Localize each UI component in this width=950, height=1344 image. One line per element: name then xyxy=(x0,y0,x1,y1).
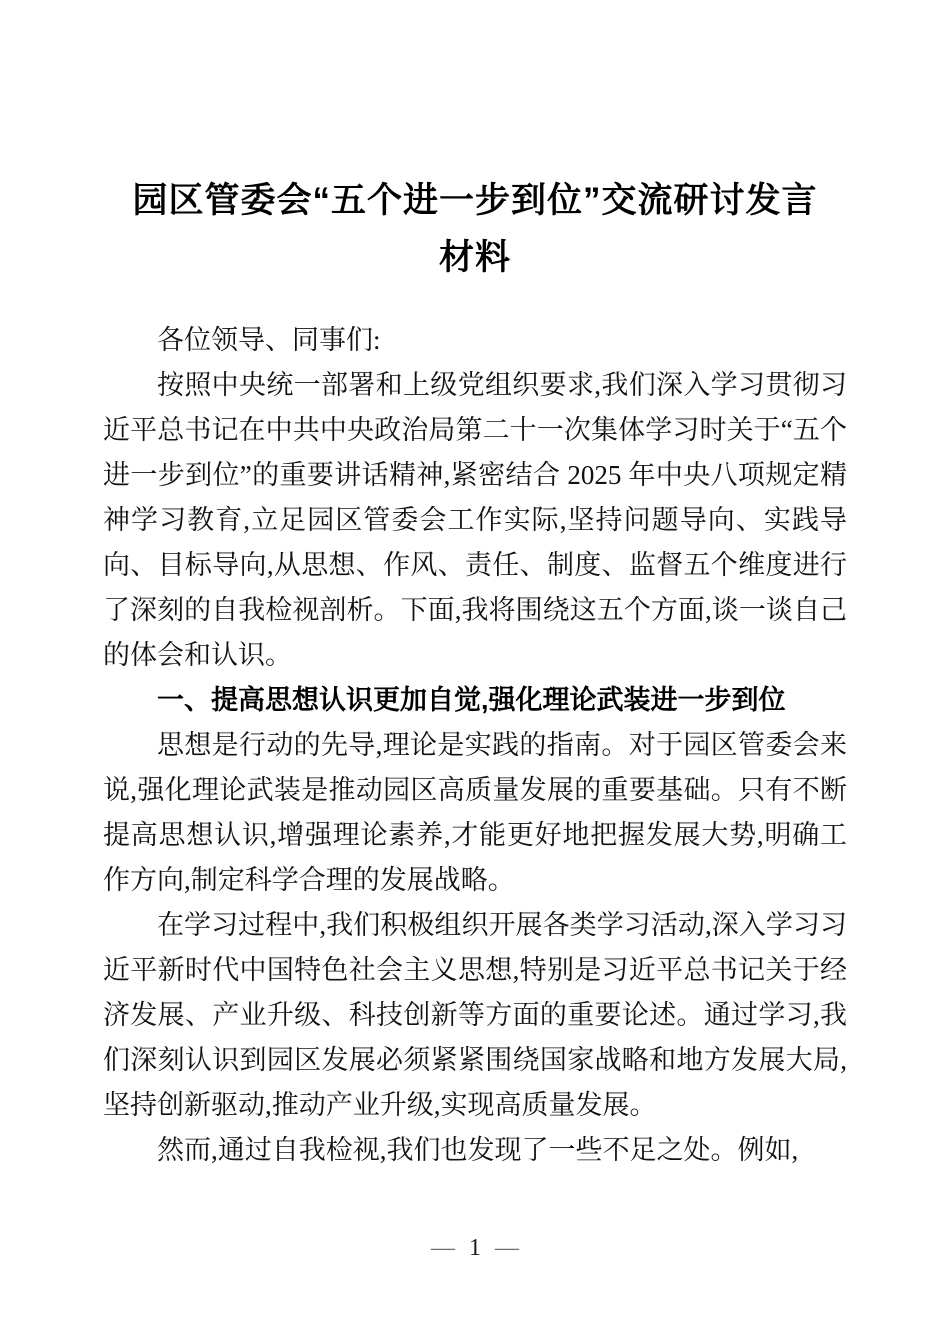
footer-dash-left: — xyxy=(431,1235,455,1261)
footer-dash-right: — xyxy=(495,1235,519,1261)
section-1-paragraph-2: 在学习过程中,我们积极组织开展各类学习活动,深入学习习近平新时代中国特色社会主义思想,特别是习近平总书记关于经济发展、产业升级、科技创新等方面的重要论述。通过学习,我们深刻认识到园区发展必须紧紧围绕国家战略和地方发展大局,坚持创新驱动,推动产业升级,实现高质量发展。 xyxy=(103,910,847,1120)
title-line-2: 材料 xyxy=(438,238,511,277)
section-1-paragraph-1: 思想是行动的先导,理论是实践的指南。对于园区管委会来说,强化理论武装是推动园区高质量发展的重要基础。只有不断提高思想认识,增强理论素养,才能更好地把握发展大势,明确工作方向,制定科学合理的发展战略。 xyxy=(103,730,847,895)
title-line-1: 园区管委会“五个进一步到位”交流研讨发言 xyxy=(132,181,818,220)
page-number: 1 xyxy=(469,1235,481,1261)
document-body xyxy=(103,318,847,1173)
page-footer xyxy=(0,1232,950,1264)
document-title xyxy=(103,172,847,286)
section-1-paragraph-3: 然而,通过自我检视,我们也发现了一些不足之处。例如, xyxy=(157,1135,799,1165)
intro-paragraph: 按照中央统一部署和上级党组织要求,我们深入学习贯彻习近平总书记在中共中央政治局第二十一次集体学习时关于“五个进一步到位”的重要讲话精神,紧密结合 2025 年中央八项规定精神学习教育,立足园区管委会工作实际,坚持问题导向、实践导向、目标导向,从思想、作风、责任、制度、监督五个维度进行了深刻的自我检视剖析。下面,我将围绕这五个方面,谈一谈自己的体会和认识。 xyxy=(103,370,847,670)
section-1-heading: 一、提高思想认识更加自觉,强化理论武装进一步到位 xyxy=(157,685,786,715)
document-content xyxy=(103,0,847,1173)
salutation: 各位领导、同事们: xyxy=(157,325,381,355)
